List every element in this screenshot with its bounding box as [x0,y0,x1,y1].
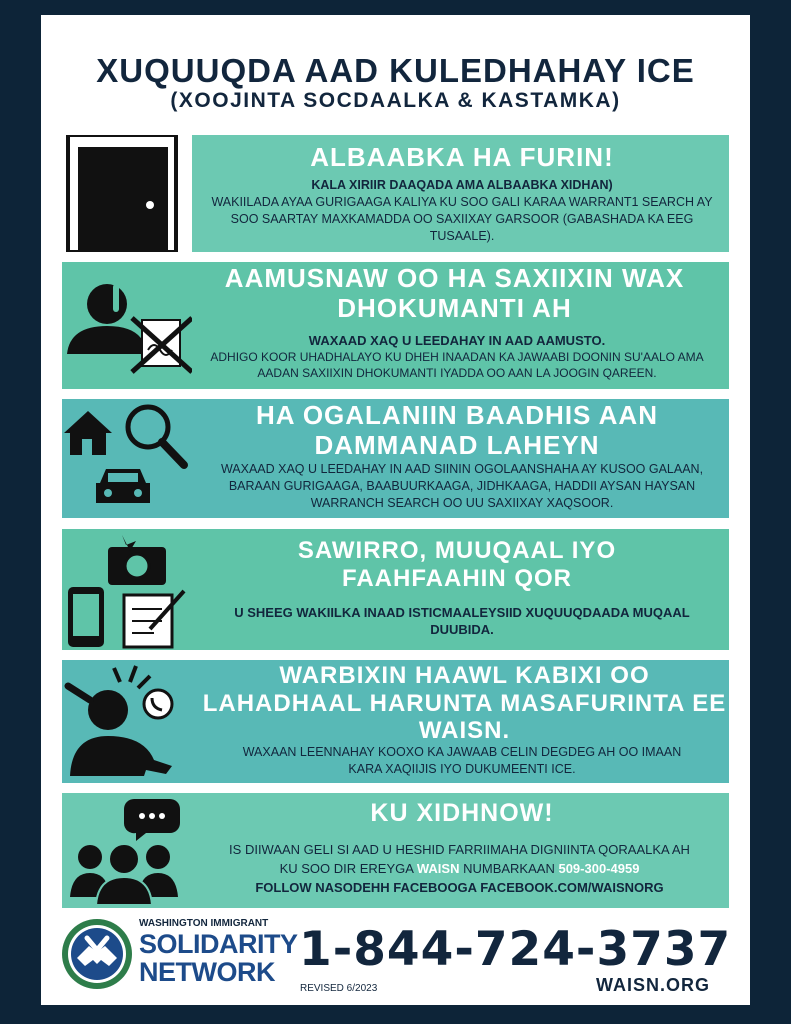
section-heading: ALBAABKA HA FURIN! [310,142,614,172]
org-name-line-1: WASHINGTON IMMIGRANT [139,918,269,929]
section-body-text: ADHIGO KOOR UHADHALAYO KU DHEH INAADAN KA JAWAABI DOONIN SU'AALO AMA AADAN SAXIIXIN DHOKUMANTI IYADDA OO AAN LA JOOGIN QAREEN. [210,350,704,380]
org-name-line-3: NETWORK [139,957,275,987]
org-name-line-2: SOLIDARITY [139,929,298,959]
section-body-text: WAXAAN LEENNAHAY KOOXO KA JAWAAB CELIN DEGDEG AH OO IMAAN KARA XAQIIJIS IYO DUKUMEENTI ICE. [242,745,682,776]
section-heading: WARBIXIN HAAWL KABIXI OO LAHADHAAL HARUNTA MASAFURINTA EE WAISN. [202,662,727,745]
door-icon [62,135,192,252]
page-subtitle: (XOOJINTA SOCDAALKA & KASTAMKA) [170,89,621,112]
section-text [212,604,712,638]
section-silence [62,262,729,389]
section-text [192,333,722,381]
search-house-car-icon [62,399,192,518]
handshake-logo-icon [61,918,133,990]
section-record [62,529,729,650]
section-heading: SAWIRRO, MUUQAAL IYO FAAHFAAHIN QOR [297,537,617,592]
page-title: XUQUUQDA AAD KULEDHAHAY ICE [96,52,695,89]
silence-no-sign-icon [62,262,192,389]
footer [41,910,750,1005]
camera-phone-notes-icon [62,529,192,650]
section-text [242,744,682,778]
sms-number-highlight: 509-300-4959 [558,861,640,876]
flyer-page [41,15,750,1005]
connect-line-2-pre: KU SOO DIR EREYGA [279,861,414,876]
section-text [192,840,727,897]
website-link[interactable]: WAISN.ORG [596,975,711,995]
group-chat-icon [62,793,192,908]
connect-line-2 [192,859,727,878]
section-bold-line: WAXAAD XAQ U LEEDAHAY IN AAD AAMUSTO. [308,333,606,348]
section-door [62,135,729,252]
hotline-number: 1-844-724-3737 [299,922,732,977]
section-report [62,660,729,783]
keyword-highlight: WAISN [416,861,460,876]
section-text [197,461,727,512]
section-text [202,177,722,245]
connect-line-3: FOLLOW NASODEHH FACEBOOGA FACEBOOK.COM/WAISNORG [255,880,664,895]
person-calling-icon [62,660,192,783]
connect-line-1: IS DIIWAAN GELI SI AAD U HESHID FARRIIMAHA DIGNIINTA QORAALKA AH [229,842,690,857]
section-bold-line: KALA XIRIIR DAAQADA AMA ALBAABKA XIDHAN) [311,178,613,192]
revised-date: REVISED 6/2023 [300,983,378,994]
section-heading: HA OGALANIIN BAADHIS AAN DAMMANAD LAHEYN [256,400,658,460]
connect-line-2-mid: NUMBARKAAN [463,861,555,876]
section-heading: KU XIDHNOW! [370,799,554,827]
section-connect [62,793,729,908]
section-heading: AAMUSNAW OO HA SAXIIXIN WAX DHOKUMANTI AH [224,263,685,323]
section-bold-line: U SHEEG WAKIILKA INAAD ISTICMAALEYSIID XUQUUQDAADA MUQAAL DUUBIDA. [234,605,690,637]
section-body-text: WAXAAD XAQ U LEEDAHAY IN AAD SIININ OGOLAANSHAHA AY KUSOO GALAAN, BARAAN GURIGAAGA, BAABUURKAAGA, JIDHKAAGA, HADDII AYSAN HAYSAN WARRANCH SEARCH OO UU SAXIIXAY XAQSOOR. [220,462,704,510]
section-search [62,399,729,518]
section-body-text: WAKIILADA AYAA GURIGAAGA KALIYA KU SOO GALI KARAA WARRANT1 SEARCH AY SOO SAARTAY MAXKAMADDA OO SAXIIXAY GARSOOR (GABASHADA KA EEG TUSAALE). [211,195,713,243]
